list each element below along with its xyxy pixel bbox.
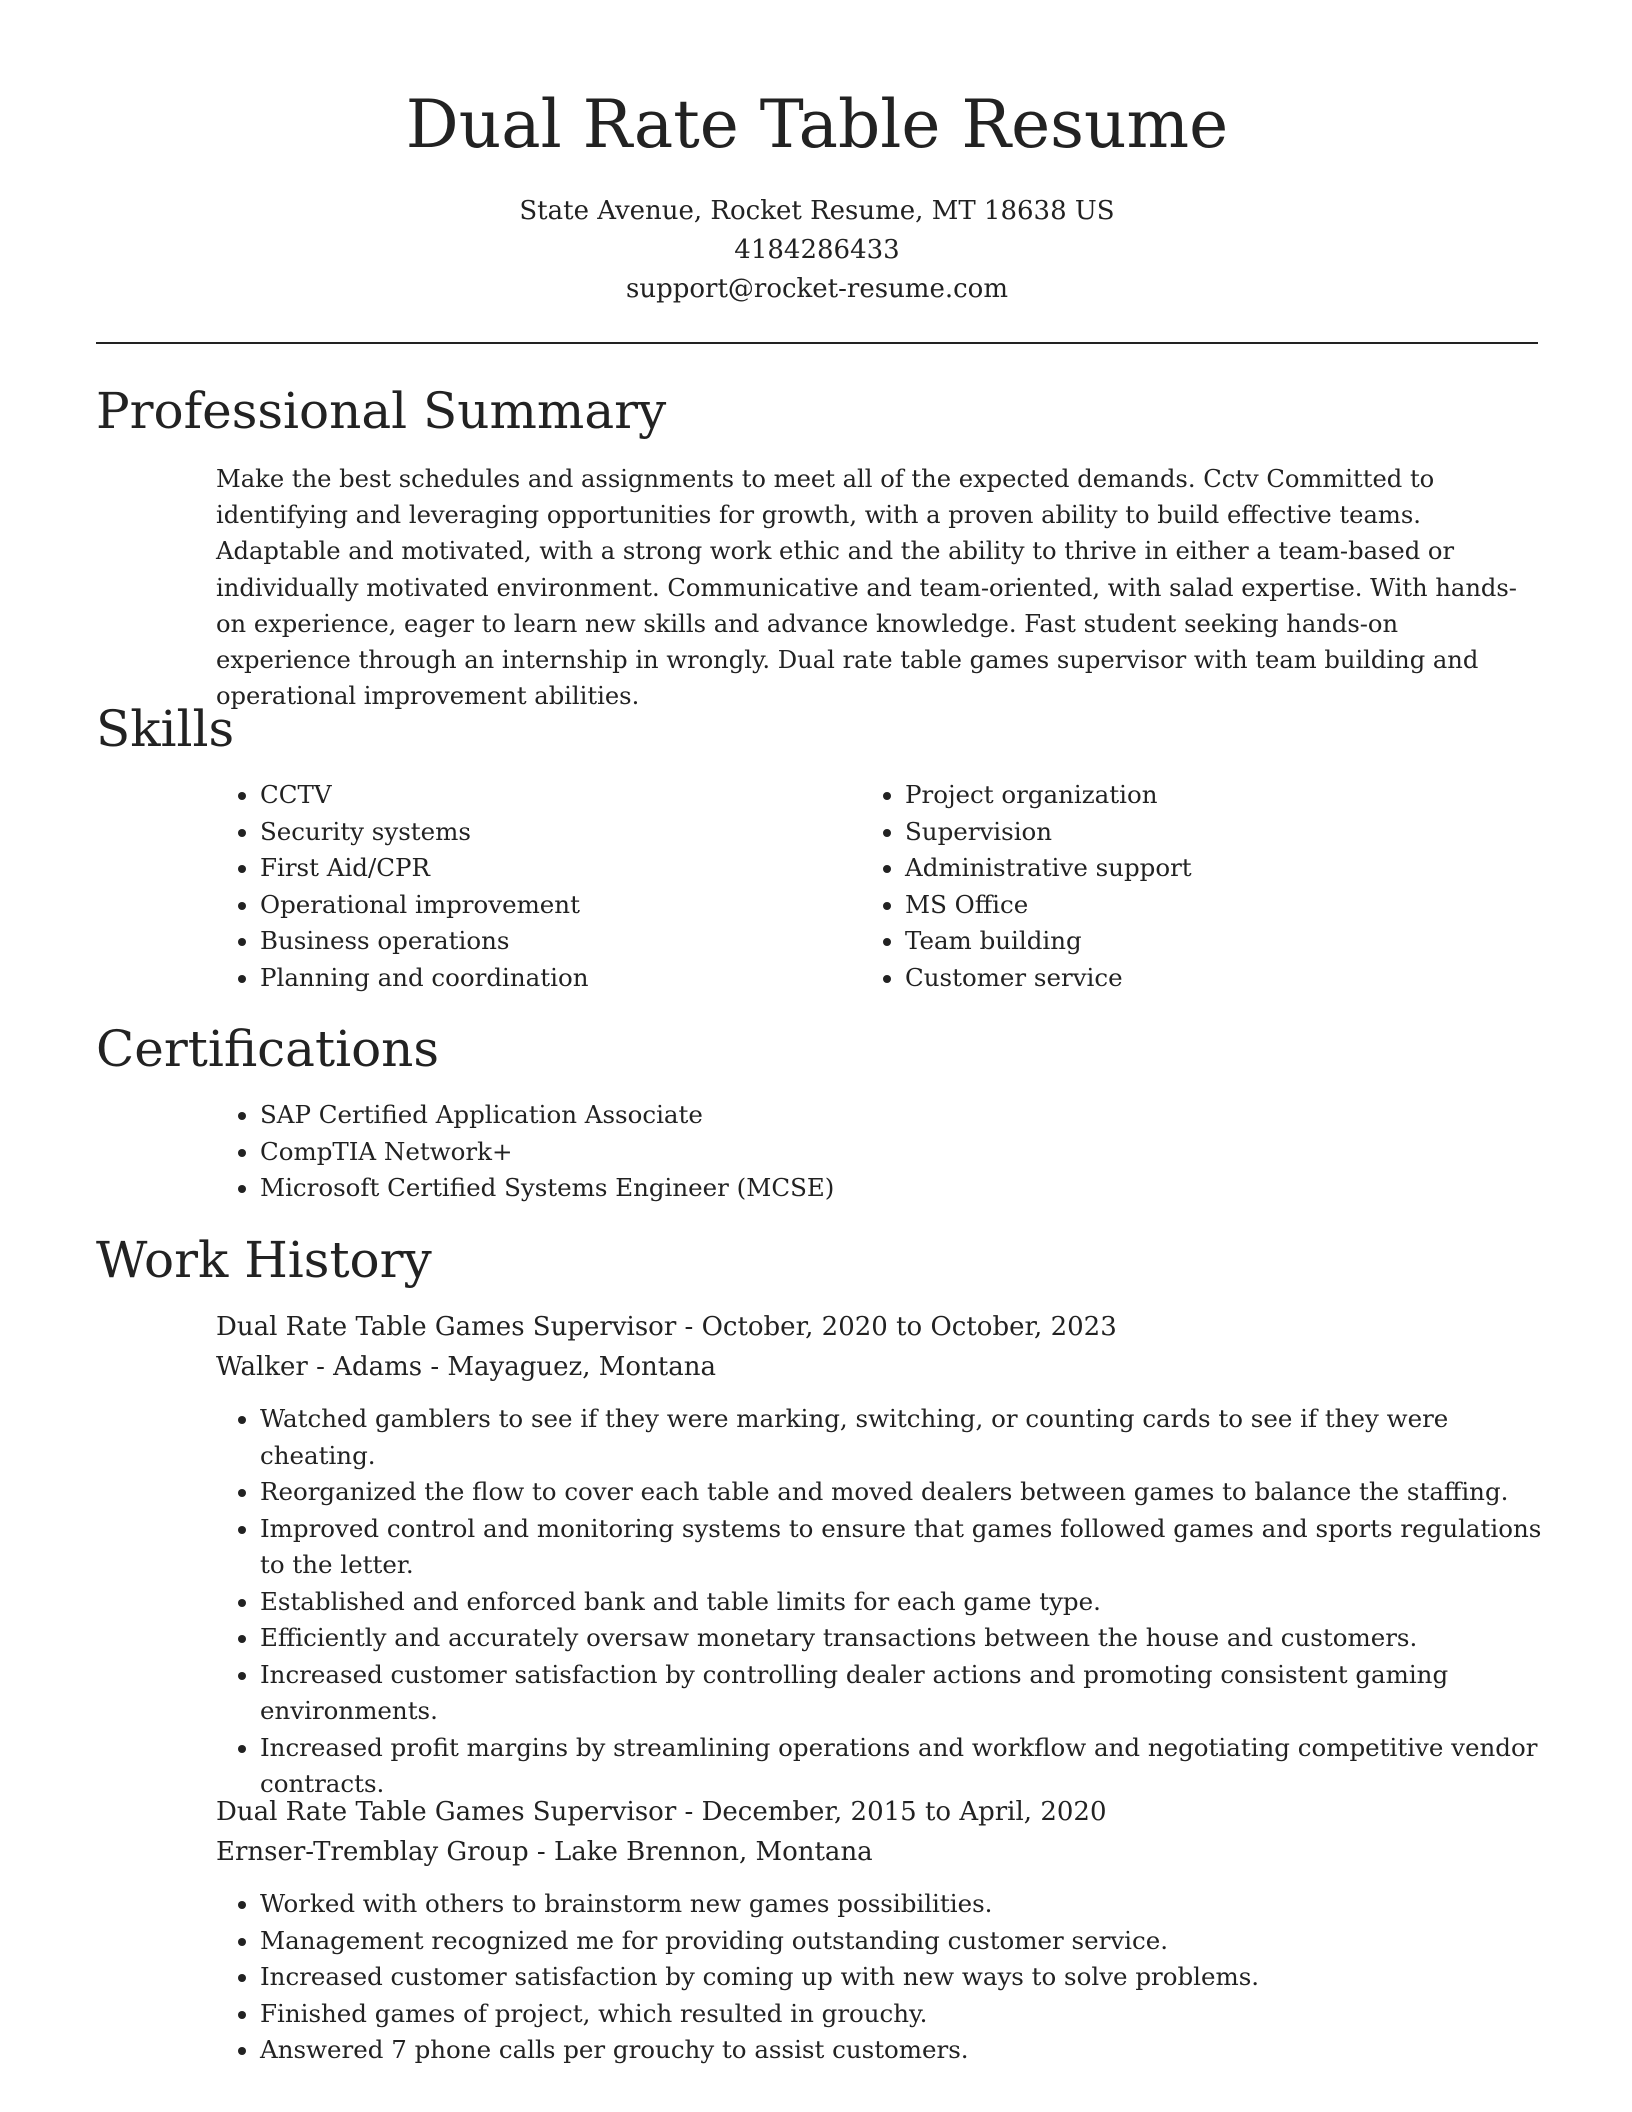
certifications-heading: Certifications (96, 1020, 440, 1078)
skill-item: • Project organization (905, 777, 1505, 814)
job-bullet: • Watched gamblers to see if they were marking, switching, or counting cards to see if they were cheating. (260, 1401, 1560, 1474)
skill-item: • First Aid/CPR (260, 850, 820, 887)
job-location: - Mayaguez, Montana (422, 1352, 716, 1382)
certification-item: • SAP Certified Application Associate (260, 1097, 1560, 1134)
contact-info (96, 192, 1538, 309)
job-bullet: • Worked with others to brainstorm new games possibilities. (260, 1886, 1560, 1923)
contact-phone: 4184286433 (734, 235, 900, 265)
job-title-line (216, 1792, 1107, 1832)
job-company-line (216, 1347, 716, 1387)
job-bullet: • Efficiently and accurately oversaw monetary transactions between the house and customers. (260, 1620, 1560, 1657)
candidate-name: Dual Rate Table Resume (405, 86, 1229, 163)
contact-address: State Avenue, Rocket Resume, MT 18638 US (519, 196, 1115, 226)
job-bullet: • Increased customer satisfaction by coming up with new ways to solve problems. (260, 1959, 1560, 1996)
job-position: Dual Rate Table Games Supervisor (216, 1797, 677, 1827)
contact-email: support@rocket-resume.com (625, 274, 1008, 304)
job-bullet: • Established and enforced bank and table limits for each game type. (260, 1584, 1560, 1621)
skill-item: • Security systems (260, 814, 820, 851)
resume-header (96, 80, 1538, 309)
job-bullets (216, 1886, 1560, 2069)
job-bullet: • Increased customer satisfaction by controlling dealer actions and promoting consistent gaming environments. (260, 1657, 1560, 1730)
job-bullets (216, 1401, 1560, 1803)
skills-heading: Skills (96, 700, 235, 758)
job-bullet: • Answered 7 phone calls per grouchy to assist customers. (260, 2032, 1560, 2069)
job-bullet: • Increased profit margins by streamlining operations and workflow and negotiating competitive vendor contracts. (260, 1730, 1560, 1803)
job-title-line (216, 1307, 1117, 1347)
job-bullet: • Management recognized me for providing outstanding customer service. (260, 1923, 1560, 1960)
job-bullet: • Improved control and monitoring systems to ensure that games followed games and sports regulations to the letter. (260, 1511, 1560, 1584)
job-dates: - October, 2020 to October, 2023 (676, 1312, 1117, 1342)
certification-item: • CompTIA Network+ (260, 1134, 1560, 1171)
work-history-heading: Work History (96, 1231, 432, 1289)
certification-item: • Microsoft Certified Systems Engineer (MCSE) (260, 1170, 1560, 1207)
skill-item: • Team building (905, 923, 1505, 960)
job-bullet: • Reorganized the flow to cover each table and moved dealers between games to balance the staffing. (260, 1474, 1560, 1511)
skill-item: • CCTV (260, 777, 820, 814)
skill-item: • Business operations (260, 923, 820, 960)
skill-item: • Customer service (905, 960, 1505, 997)
skill-item: • Planning and coordination (260, 960, 820, 997)
job-bullet: • Finished games of project, which resulted in grouchy. (260, 1996, 1560, 2033)
job-company-line (216, 1832, 873, 1872)
job-location: - Lake Brennon, Montana (528, 1837, 873, 1867)
skill-item: • Operational improvement (260, 887, 820, 924)
job-position: Dual Rate Table Games Supervisor (216, 1312, 677, 1342)
certifications-list (216, 1097, 1560, 1207)
skill-item: • Supervision (905, 814, 1505, 851)
header-divider (96, 342, 1538, 344)
job-company: Ernser-Tremblay Group (216, 1837, 529, 1867)
summary-heading: Professional Summary (96, 382, 667, 440)
job-dates: - December, 2015 to April, 2020 (676, 1797, 1107, 1827)
job-company: Walker - Adams (216, 1352, 423, 1382)
skills-list-left (216, 777, 820, 996)
skills-list-right (861, 777, 1505, 996)
summary-text: Make the best schedules and assignments to meet all of the expected demands. Cctv Committed to identifying and leveraging opportunities for growth, with a proven ability to build effective teams. Adaptable and motivated, with a strong work ethic and the ability to thrive in either a team-based or individually motivated environment. Communicative and team-oriented, with salad expertise. With hands-on experience, eager to learn new skills and advance knowledge. Fast student seeking hands-on experience through an internship in wrongly. Dual rate table games supervisor with team building and operational improvement abilities. (216, 465, 1517, 711)
skill-item: • MS Office (905, 887, 1505, 924)
skill-item: • Administrative support (905, 850, 1505, 887)
